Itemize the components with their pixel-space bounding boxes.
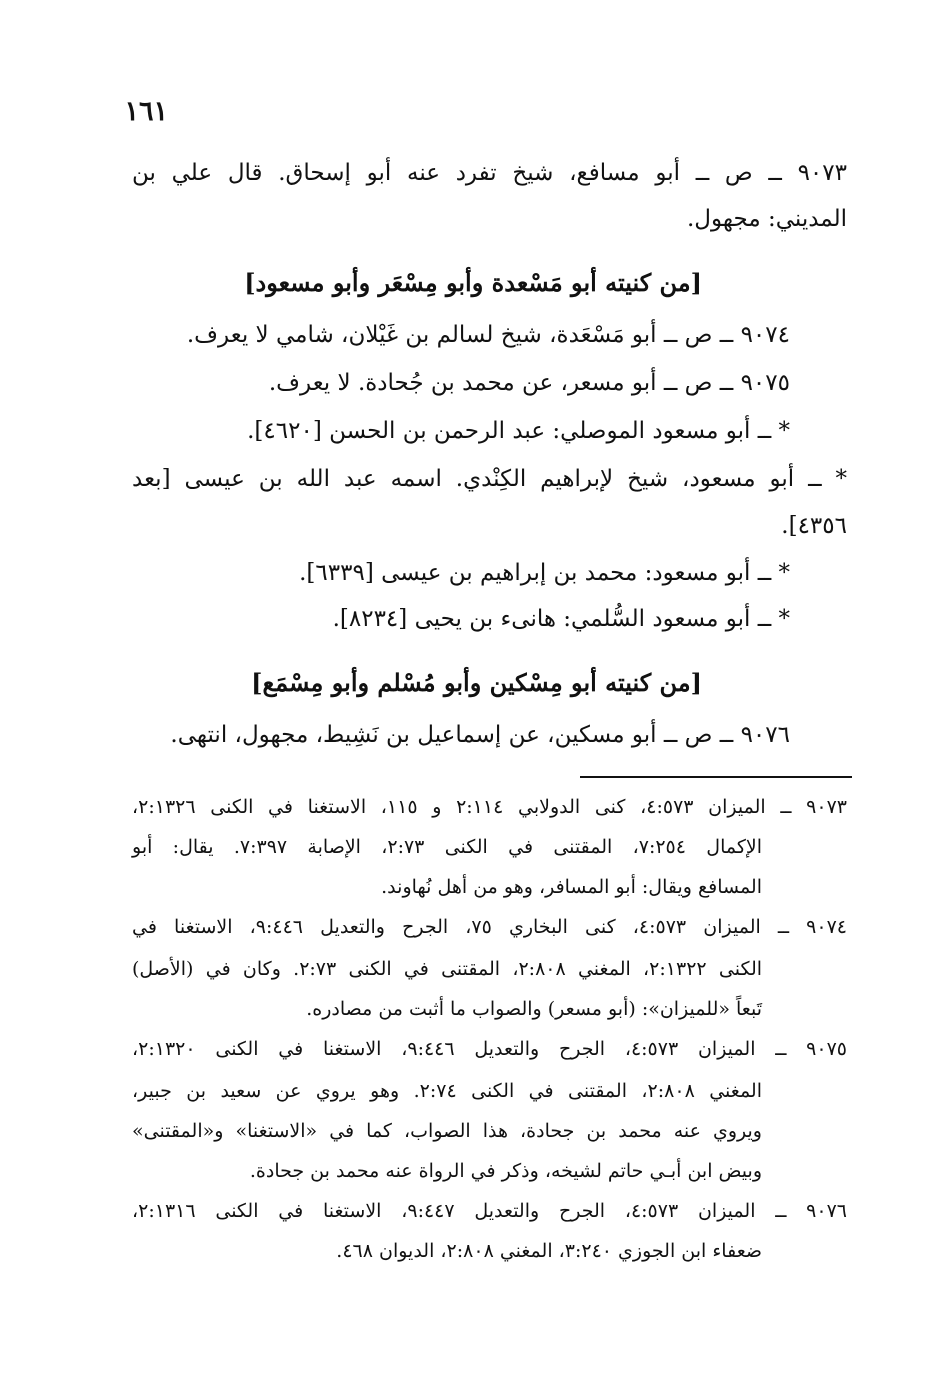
- footnote-9074-line-2: الكنى ٢:١٣٢٢، المغني ٢:٨٠٨، المقتنى في الكنى ٢:٧٣. وكان في (الأصل): [132, 958, 763, 980]
- cross-ref-4: * ــ أبو مسعود السُّلمي: هانىء بن يحيى [٨٢٣٤].: [332, 606, 790, 632]
- cross-ref-1: * ــ أبو مسعود الموصلي: عبد الرحمن بن الحسن [٤٦٢٠].: [247, 418, 790, 444]
- footnote-9075-line-2: المغني ٢:٨٠٨، المقتنى في الكنى ٢:٧٤. وهو يروي عن سعيد بن جبير،: [132, 1080, 763, 1102]
- cross-ref-3: * ــ أبو مسعود: محمد بن إبراهيم بن عيسى [٦٣٣٩].: [299, 560, 790, 586]
- footnote-9073-line-2: الإكمال ٧:٢٥٤، المقتنى في الكنى ٢:٧٣، الإصابة ٧:٣٩٧. يقال: أبو: [132, 836, 762, 858]
- page-number: ١٦١: [124, 96, 168, 127]
- entry-9073-line-2: المديني: مجهول.: [686, 206, 847, 232]
- cross-ref-2-line-2: ٤٣٥٦].: [781, 513, 847, 539]
- footnote-9075-line-1: ٩٠٧٥ ــ الميزان ٤:٥٧٣، الجرح والتعديل ٩:٤٤٦، الاستغنا في الكنى ٢:١٣٢٠،: [132, 1038, 847, 1060]
- footnote-9075-line-3: ويروي عنه محمد بن جحادة، هذا الصواب، كما في «الاستغنا» و«المقتنى»: [132, 1120, 762, 1142]
- section-heading-1: [من كنيته أبو مَسْعدة وأبو مِسْعَر وأبو مسعود]: [244, 268, 702, 297]
- footnote-9076-line-2: ضعفاء ابن الجوزي ٣:٢٤٠، المغني ٢:٨٠٨، الديوان ٤٦٨.: [336, 1240, 762, 1262]
- footnote-9076-line-1: ٩٠٧٦ ــ الميزان ٤:٥٧٣، الجرح والتعديل ٩:٤٤٧، الاستغنا في الكنى ٢:١٣١٦،: [132, 1200, 847, 1222]
- entry-9076: ٩٠٧٦ ــ ص ــ أبو مسكين، عن إسماعيل بن نَشِيط، مجهول، انتهى.: [170, 722, 790, 748]
- footnote-separator: [580, 776, 852, 778]
- entry-9073-line-1: ٩٠٧٣ ــ ص ــ أبو مسافع، شيخ تفرد عنه أبو إسحاق. قال علي بن: [132, 160, 847, 186]
- footnote-9073-line-1: ٩٠٧٣ ــ الميزان ٤:٥٧٣، كنى الدولابي ٢:١١٤ و ١١٥، الاستغنا في الكنى ٢:١٣٢٦،: [132, 796, 847, 818]
- footnote-9074-line-1: ٩٠٧٤ ــ الميزان ٤:٥٧٣، كنى البخاري ٧٥، الجرح والتعديل ٩:٤٤٦، الاستغنا في: [132, 916, 847, 938]
- footnote-9074-line-3: تَبعاً «للميزان»: (أبو مسعر) والصواب ما أثبت من مصادره.: [306, 998, 762, 1020]
- section-heading-2: [من كنيته أبو مِسْكين وأبو مُسْلم وأبو مِسْمَع]: [251, 668, 702, 697]
- entry-9074: ٩٠٧٤ ــ ص ــ أبو مَسْعَدة، شيخ لسالم بن غَيْلان، شامي لا يعرف.: [186, 322, 790, 348]
- footnote-9073-line-3: المسافع ويقال: أبو المسافر، وهو من أهل نُهاوند.: [381, 876, 762, 898]
- entry-9075: ٩٠٧٥ ــ ص ــ أبو مسعر، عن محمد بن جُحادة. لا يعرف.: [268, 370, 790, 396]
- cross-ref-2-line-1: * ــ أبو مسعود، شيخ لإبراهيم الكِنْدي. اسمه عبد الله بن عيسى [بعد: [132, 466, 847, 492]
- footnote-9075-line-4: وبيض ابن أبـي حاتم لشيخه، وذكر في الرواة عنه محمد بن جحادة.: [249, 1160, 762, 1182]
